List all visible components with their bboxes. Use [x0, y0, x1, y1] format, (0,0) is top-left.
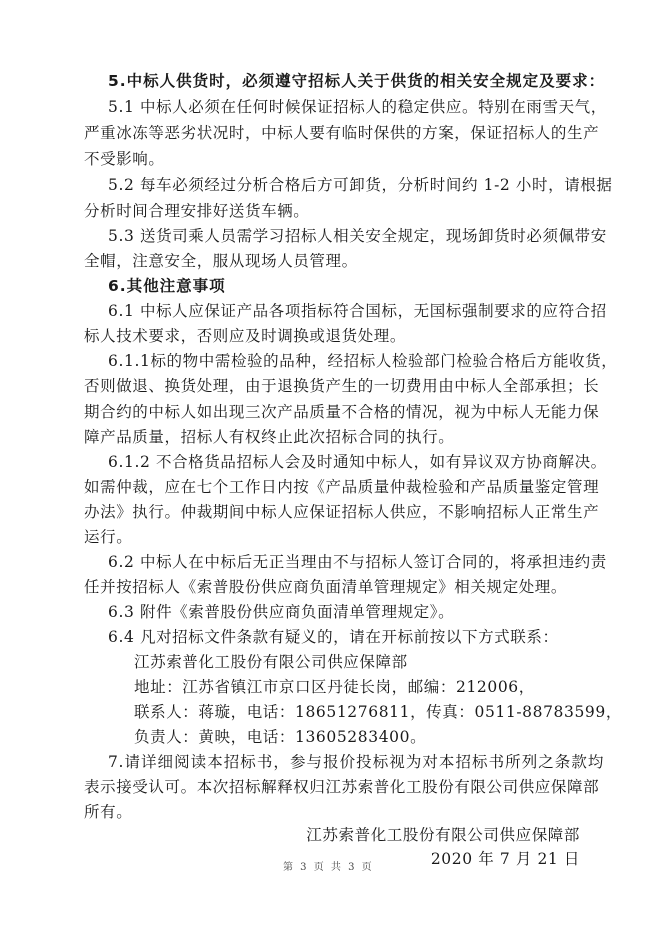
paragraph-6-2-line-1: 6.2 中标人在中标后无正当理由不与招标人签订合同的，将承担违约责 [108, 553, 607, 571]
paragraph-6-1-1-line-3: 期合约的中标人如出现三次产品质量不合格的情况，视为中标人无能力保 [84, 403, 600, 421]
signature-org: 江苏索普化工股份有限公司供应保障部 [306, 826, 580, 844]
paragraph-6-1-1-line-4: 障产品质量，招标人有权终止此次招标合同的执行。 [84, 428, 455, 446]
paragraph-5-2-line-1: 5.2 每车必须经过分析合格后方可卸货，分析时间约 1-2 小时，请根据 [108, 176, 613, 194]
paragraph-6-1-line-1: 6.1 中标人应保证产品各项指标符合国标，无国标强制要求的应符合招 [108, 302, 607, 320]
section-6-heading: 6.其他注意事项 [108, 277, 226, 295]
signature-date: 2020 年 7 月 21 日 [430, 850, 580, 868]
paragraph-7-line-3: 所有。 [84, 803, 133, 821]
paragraph-6-1-2-line-1: 6.1.2 不合格货品招标人会及时通知中标人，如有异议双方协商解决。 [108, 453, 607, 471]
paragraph-6-1-2-line-3: 办法》执行。仲裁期间中标人应保证招标人供应，不影响招标人正常生产 [84, 503, 600, 521]
contact-org: 江苏索普化工股份有限公司供应保障部 [134, 653, 408, 671]
paragraph-5-1-line-2: 严重冰冻等恶劣状况时，中标人要有临时保供的方案，保证招标人的生产 [84, 124, 600, 142]
paragraph-6-1-line-2: 标人技术要求，否则应及时调换或退货处理。 [84, 327, 407, 345]
section-5-heading: 5.中标人供货时，必须遵守招标人关于供货的相关安全规定及要求： [108, 72, 606, 90]
paragraph-6-1-2-line-4: 运行。 [84, 528, 133, 546]
paragraph-6-1-1-line-1: 6.1.1标的物中需检验的品种，经招标人检验部门检验合格后方能收货， [108, 352, 618, 370]
paragraph-6-4: 6.4 凡对招标文件条款有疑义的，请在开标前按以下方式联系： [108, 628, 559, 646]
paragraph-5-1-line-3: 不受影响。 [84, 150, 165, 168]
page-footer: 第 3 页 共 3 页 [283, 862, 374, 873]
paragraph-5-2-line-2: 分析时间合理安排好送货车辆。 [84, 202, 310, 220]
paragraph-6-3: 6.3 附件《索普股份供应商负面清单管理规定》。 [108, 603, 455, 621]
paragraph-6-2-line-2: 任并按招标人《索普股份供应商负面清单管理规定》相关规定处理。 [84, 578, 568, 596]
paragraph-6-1-2-line-2: 如需仲裁，应在七个工作日内按《产品质量仲裁检验和产品质量鉴定管理 [84, 478, 600, 496]
paragraph-5-1-line-1: 5.1 中标人必须在任何时候保证招标人的稳定供应。特别在雨雪天气， [108, 98, 607, 116]
contact-address: 地址：江苏省镇江市京口区丹徒长岗，邮编：212006， [134, 678, 535, 696]
paragraph-5-3-line-2: 全帽，注意安全，服从现场人员管理。 [84, 252, 358, 270]
paragraph-7-line-2: 表示接受认可。本次招标解释权归江苏索普化工股份有限公司供应保障部 [84, 778, 600, 796]
paragraph-6-1-1-line-2: 否则做退、换货处理，由于退换货产生的一切费用由中标人全部承担；长 [84, 377, 600, 395]
paragraph-5-3-line-1: 5.3 送货司乘人员需学习招标人相关安全规定，现场卸货时必须佩带安 [108, 227, 607, 245]
paragraph-7-line-1: 7.请详细阅读本招标书，参与报价投标视为对本招标书所列之条款均 [108, 753, 604, 771]
contact-person: 联系人：蒋璇，电话：18651276811，传真：0511-88783599， [134, 703, 622, 721]
contact-responsible: 负责人：黄映，电话：13605283400。 [134, 728, 427, 746]
